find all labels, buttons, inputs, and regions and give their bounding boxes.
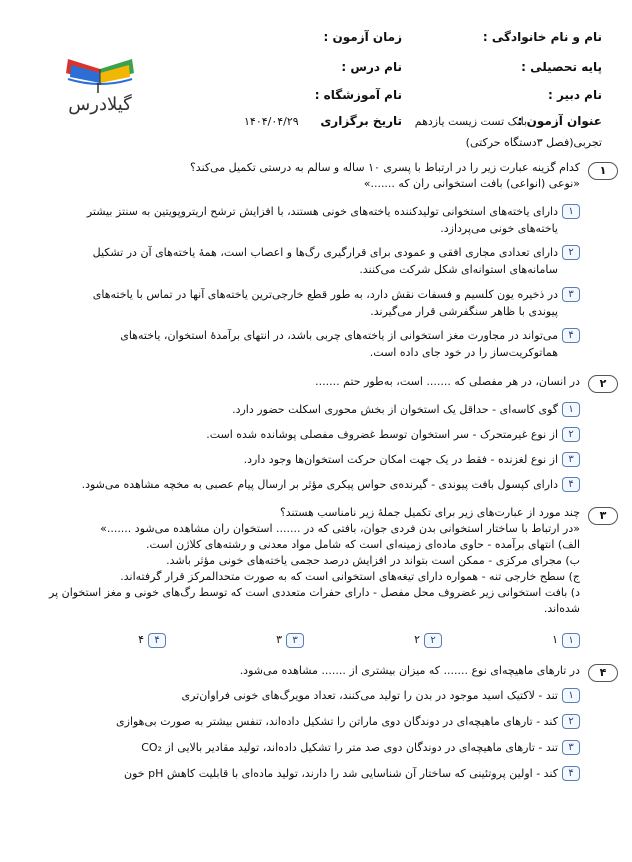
question-text-line: «در ارتباط با ساختار استخوانی بدن فردی جوان، بافتی که در ....... استخوان ران مشاهده می‌شود .......» [100, 522, 580, 535]
logo-text: گیلادرس [68, 94, 132, 115]
option-badge[interactable]: ۲ [562, 245, 580, 260]
question-number-badge: ۱ [588, 162, 618, 180]
question-stem [20, 160, 580, 192]
option-badge[interactable]: ۴ [562, 477, 580, 492]
question-stem [20, 663, 580, 679]
course-field-label: نام درس : [341, 60, 402, 74]
question-text-line: ب) مجرای مرکزی - ممکن است بتواند در افزایش درصد حجمی یاخته‌های خونی مؤثر باشد. [166, 554, 580, 567]
option-badge[interactable]: ۲ [424, 633, 442, 648]
option-badge[interactable]: ۲ [562, 714, 580, 729]
option-text[interactable]: تند - تارهای ماهیچه‌ای در دوندگان دوی صد متر را تشکیل داده‌اند، تولید مقادیر بالایی از CO₂ [141, 741, 558, 754]
option-text[interactable]: می‌تواند در مجاورت مغز استخوانی از یاخته‌های چربی باشد، در انتهای برآمدهٔ استخوان، یاخته‌های هماتوکریت‌ساز را در خود جای داده است. [120, 329, 558, 359]
time-field-label: زمان آزمون : [323, 30, 402, 44]
question-text-line: در انسان، در هر مفصلی که ....... است، به‌طور حتم ....... [315, 375, 580, 388]
option-badge[interactable]: ۱ [562, 204, 580, 219]
option-text[interactable]: گوی کاسه‌ای - حداقل یک استخوان از بخش محوری اسکلت حضور دارد. [232, 403, 558, 416]
question-stem [20, 505, 580, 617]
option-text[interactable]: کند - تارهای ماهیچه‌ای در دوندگان دوی ماراتن را تشکیل داده‌اند، تنفس بیشتر به صورت بی‌هوازی [116, 715, 558, 728]
exam-title-label: عنوان آزمون : [517, 114, 602, 128]
grade-field-label: پایه تحصیلی : [521, 60, 602, 74]
option-badge[interactable]: ۳ [286, 633, 304, 648]
option-badge[interactable]: ۴ [148, 633, 166, 648]
question-text-line: کدام گزینه عبارت زیر را در ارتباط با پسری ۱۰ ساله و سالم به درستی تکمیل می‌کند؟ [189, 161, 580, 174]
option-text[interactable]: از نوع غیرمتحرک - سر استخوان توسط غضروف مفصلی پوشانده شده است. [206, 428, 558, 441]
option-badge[interactable]: ۳ [562, 452, 580, 467]
option-text[interactable]: دارای کپسول بافت پیوندی - گیرنده‌ی حواس پیکری مؤثر بر ارسال پیام عصبی به مخچه مشاهده می‌شود. [81, 478, 558, 491]
question-number-badge: ۳ [588, 507, 618, 525]
option-text[interactable]: دارای تعدادی مجاری افقی و عمودی برای قرارگیری رگ‌ها و اعصاب است، همهٔ یاخته‌های آن در تشکیل سامانه‌های استوانه‌ای شکل شرکت می‌کنند. [92, 246, 558, 276]
date-value: ۱۴۰۴/۰۴/۲۹ [244, 115, 299, 128]
exam-title-value-2: تجربی(فصل ۳دستگاه حرکتی) [465, 136, 602, 149]
question-text-line: چند مورد از عبارت‌های زیر برای تکمیل جملهٔ زیر نامناسب هستند؟ [279, 506, 580, 519]
option-badge[interactable]: ۱ [562, 402, 580, 417]
date-label: تاریخ برگزاری [320, 114, 402, 128]
teacher-field-label: نام دبیر : [548, 88, 602, 102]
option-badge[interactable]: ۴ [562, 766, 580, 781]
question-number-badge: ۲ [588, 375, 618, 393]
question-number-badge: ۴ [588, 664, 618, 682]
option-badge[interactable]: ۳ [562, 287, 580, 302]
question-text-line: د) بافت استخوانی زیر غضروف محل مفصل - دارای حفرات متعددی است که توسط رگ‌های خونی و مغز استخوان پر [49, 586, 580, 599]
question-text-line: الف) انتهای برآمده - حاوی ماده‌ای زمینه‌ای است که شامل مواد معدنی و رشته‌های کلاژن است. [146, 538, 580, 551]
exam-title-value: بانک تست زیست یازدهم [414, 115, 527, 128]
school-field-label: نام آموزشگاه : [314, 88, 402, 102]
question-stem [20, 374, 580, 390]
option-text[interactable]: کند - اولین پروتئینی که ساختار آن شناسایی شد را دارند، تولید ماده‌ای با قابلیت کاهش pH خون [124, 767, 558, 780]
option-badge[interactable]: ۱ [562, 688, 580, 703]
option-value[interactable]: ۲ [414, 633, 420, 646]
option-text[interactable]: تند - لاکتیک اسید موجود در بدن را تولید می‌کنند، تعداد مویرگ‌های خونی فراوان‌تری [181, 689, 558, 702]
option-text[interactable]: دارای یاخته‌های استخوانی تولیدکننده یاخته‌های خونی هستند، با افزایش ترشح اریتروپویتین به سنتز بیشتر یاخته‌های خونی می‌پردازد. [86, 205, 558, 235]
option-text[interactable]: در ذخیره یون کلسیم و فسفات نقش دارد، به طور قطع خارجی‌ترین یاخته‌های آنها در تماس با یاخته‌های پیوندی با ظاهر سنگفرشی قرار می‌گیرند. [92, 288, 558, 318]
option-badge[interactable]: ۳ [562, 740, 580, 755]
option-badge[interactable]: ۱ [562, 633, 580, 648]
question-text-line: در تارهای ماهیچه‌ای نوع ....... که میزان بیشتری از ....... مشاهده می‌شود. [239, 664, 580, 677]
question-text-line: ج) سطح خارجی تنه - همواره دارای تیغه‌های استخوانی است که به صورت متحدالمرکز قرار گرفته‌اند. [120, 570, 580, 583]
option-value[interactable]: ۱ [552, 633, 558, 646]
option-badge[interactable]: ۴ [562, 328, 580, 343]
question-text-line: «نوعی (انواعی) بافت استخوانی ران که .......» [363, 177, 580, 190]
option-badge[interactable]: ۲ [562, 427, 580, 442]
option-value[interactable]: ۳ [276, 633, 282, 646]
option-text[interactable]: از نوع لغزنده - فقط در یک جهت امکان حرکت استخوان‌ها وجود دارد. [243, 453, 558, 466]
name-field-label: نام و نام خانوادگی : [482, 30, 602, 44]
option-value[interactable]: ۴ [138, 633, 144, 646]
question-text-line: شده‌اند. [543, 602, 580, 615]
